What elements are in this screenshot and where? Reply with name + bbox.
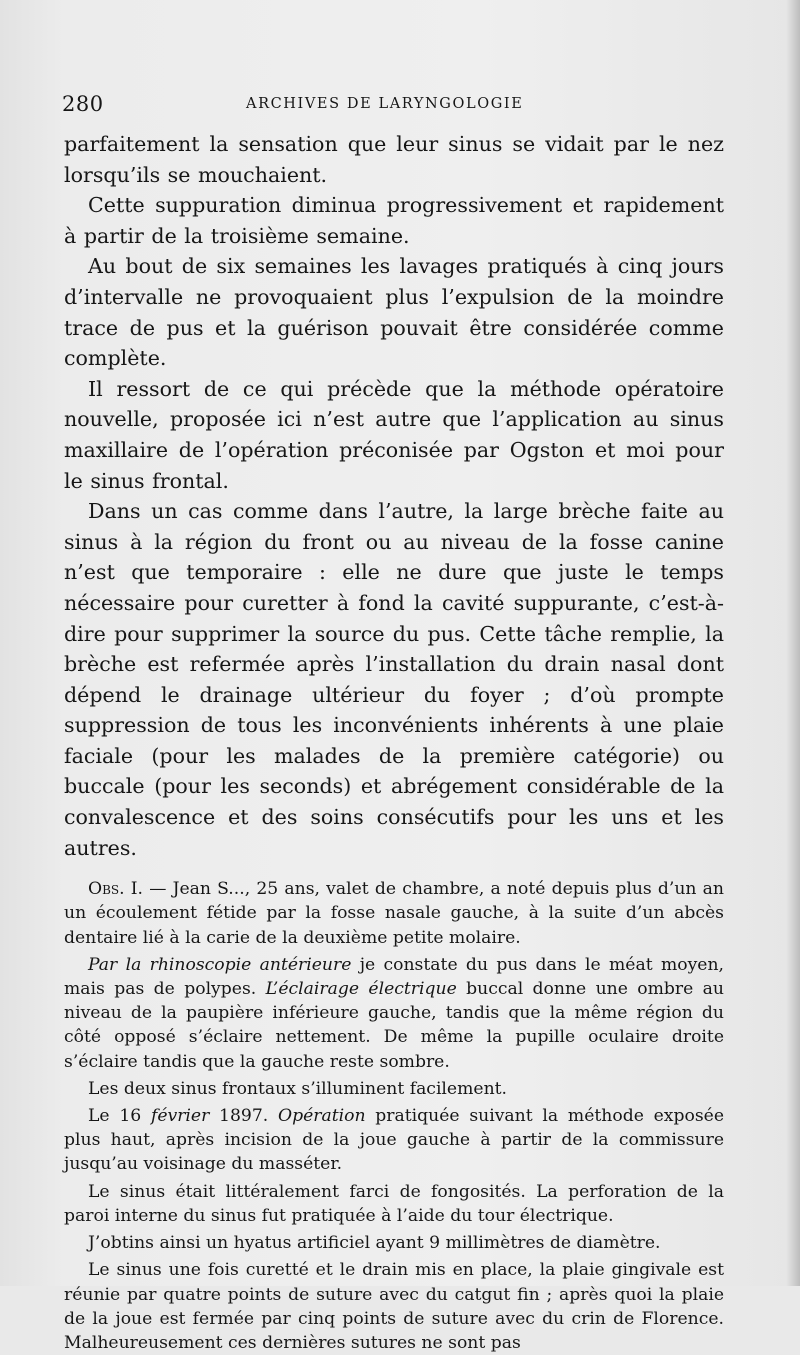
observation-fongosites: Le sinus était littéralement farci de fongosités. La perforation de la paroi interne du sinus fut pratiquée à l’aide du tour électrique.: [64, 1181, 724, 1226]
page-gutter-shadow: [786, 0, 800, 1286]
page-header: [62, 92, 722, 120]
observation-hyatus: J’obtins ainsi un hyatus artificiel ayant 9 millimètres de diamètre.: [88, 1233, 661, 1254]
rhinoscopie-emphasis: Par la rhinoscopie antérieure: [88, 954, 352, 975]
running-head: ARCHIVES DE LARYNGOLOGIE: [246, 96, 524, 112]
paragraph-lavages: Au bout de six semaines les lavages pratiqués à cinq jours d’intervalle ne provoquaient plus l’expulsion de la moindre trace de pus et la guérison pouvait être considérée comme complète.: [64, 254, 724, 371]
operation-year: 1897.: [209, 1106, 278, 1127]
body-text: [64, 129, 724, 1355]
rhinoscopie-text-a: je constate du pus dans le méat moyen, mais pas de polypes.: [64, 954, 724, 1000]
main-text: [64, 129, 724, 863]
eclairage-emphasis: L’éclairage électrique: [265, 979, 457, 1000]
operation-prefix: Le 16: [88, 1106, 151, 1127]
rhinoscopie-text-b: buccal donne une ombre au niveau de la paupière inférieure gauche, tandis que la même région du côté opposé s’éclaire nettement. De même la pupille oculaire droite s’éclaire tandis que la gauche reste sombre.: [64, 979, 724, 1072]
operation-emphasis: Opération: [278, 1106, 366, 1127]
paragraph-methode: Il ressort de ce qui précède que la méthode opératoire nouvelle, proposée ici n’est autre que l’application au sinus maxillaire de l’opération préconisée par Ogston et moi pour le sinus frontal.: [64, 376, 724, 493]
operation-text: pratiquée suivant la méthode exposée plus haut, après incision de la joue gauche à partir de la commissure jusqu’au voisinage du masséter.: [64, 1106, 724, 1175]
paragraph-continuation: parfaitement la sensation que leur sinus se vidait par le nez lorsqu’ils se mouchaient.: [64, 132, 724, 187]
page-number: 280: [62, 92, 104, 116]
paragraph-suppuration: Cette suppuration diminua progressivement et rapidement à partir de la troisième semaine.: [64, 193, 724, 248]
observation-block: [64, 877, 724, 1355]
observation-rhinoscopie: [64, 953, 724, 1074]
observation-intro: [64, 877, 724, 950]
observation-frontal: Les deux sinus frontaux s’illuminent facilement.: [88, 1078, 508, 1099]
observation-label: Obs. I.: [88, 879, 144, 900]
operation-month: février: [150, 1106, 210, 1127]
observation-intro-text: — Jean S..., 25 ans, valet de chambre, a noté depuis plus d’un an un écoulement fétide par la fosse nasale gauche, à la suite d’un abcès dentaire lié à la carie de la deuxième petite molaire.: [64, 879, 725, 948]
observation-suture: Le sinus une fois curetté et le drain mis en place, la plaie gingivale est réunie par quatre points de suture avec du catgut fin ; après quoi la plaie de la joue est fermée par cinq points de suture avec du crin de Florence. Malheureusement ces dernières sutures ne sont pas: [64, 1260, 724, 1353]
observation-operation: [64, 1104, 724, 1177]
paragraph-breche: Dans un cas comme dans l’autre, la large brèche faite au sinus à la région du front ou au niveau de la fosse canine n’est que temporaire : elle ne dure que juste le temps nécessaire pour curetter à fond la cavité suppurante, c’est-à-dire pour supprimer la source du pus. Cette tâche remplie, la brèche est refermée après l’installation du drain nasal dont dépend le drainage ultérieur du foyer ; d’où prompte suppression de tous les inconvénients inhérents à une plaie faciale (pour les malades de la première catégorie) ou buccale (pour les seconds) et abrégement considérable de la convalescence et des soins consécutifs pour les uns et les autres.: [64, 499, 724, 860]
